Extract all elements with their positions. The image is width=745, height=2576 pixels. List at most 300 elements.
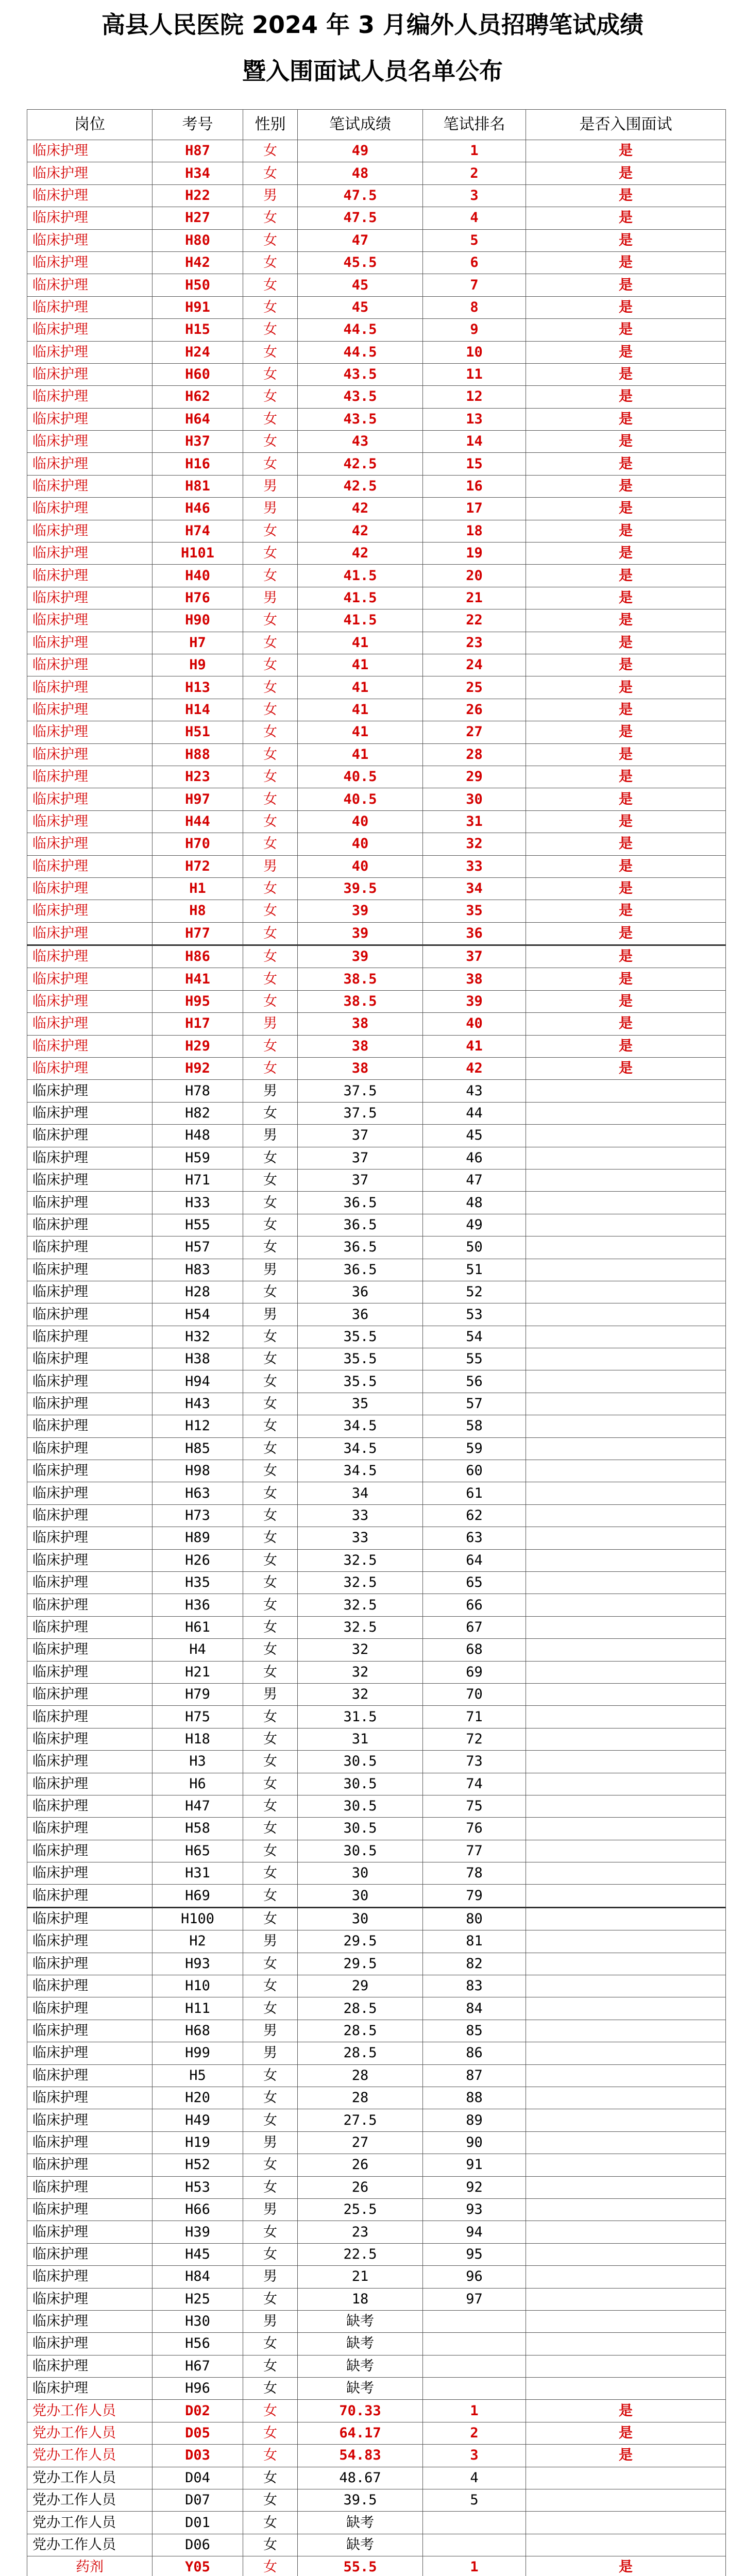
cell-gender: 女 xyxy=(243,1437,298,1460)
table-row xyxy=(27,520,726,542)
cell-post: 临床护理 xyxy=(27,1572,153,1594)
cell-rank: 44 xyxy=(423,1102,526,1124)
cell-exam-id: H73 xyxy=(153,1504,243,1527)
cell-rank: 73 xyxy=(423,1751,526,1773)
cell-exam-id: H57 xyxy=(153,1236,243,1259)
cell-interview: 是 xyxy=(526,543,726,565)
cell-gender: 女 xyxy=(243,2087,298,2109)
cell-exam-id: H66 xyxy=(153,2198,243,2221)
cell-exam-id: H39 xyxy=(153,2221,243,2243)
table-row xyxy=(27,2489,726,2512)
cell-exam-id: H89 xyxy=(153,1527,243,1549)
cell-rank: 95 xyxy=(423,2243,526,2265)
table-row xyxy=(27,1348,726,1370)
cell-interview xyxy=(526,1594,726,1616)
cell-post: 临床护理 xyxy=(27,1080,153,1102)
cell-post: 临床护理 xyxy=(27,968,153,990)
results-table xyxy=(27,109,726,2576)
cell-rank: 14 xyxy=(423,431,526,453)
cell-exam-id: H3 xyxy=(153,1751,243,1773)
cell-exam-id: H40 xyxy=(153,565,243,587)
cell-interview xyxy=(526,1795,726,1817)
cell-interview xyxy=(526,2378,726,2400)
table-row xyxy=(27,2131,726,2154)
cell-score: 23 xyxy=(298,2221,423,2243)
cell-post: 临床护理 xyxy=(27,2020,153,2042)
cell-exam-id: H24 xyxy=(153,341,243,363)
cell-score: 36 xyxy=(298,1281,423,1303)
cell-gender: 女 xyxy=(243,1214,298,1236)
cell-rank: 43 xyxy=(423,1080,526,1102)
cell-score: 缺考 xyxy=(298,2310,423,2332)
table-row xyxy=(27,1437,726,1460)
cell-score: 32 xyxy=(298,1661,423,1683)
table-row xyxy=(27,1549,726,1571)
cell-exam-id: H14 xyxy=(153,699,243,721)
cell-post: 临床护理 xyxy=(27,1975,153,1997)
cell-post: 临床护理 xyxy=(27,1303,153,1326)
cell-exam-id: H12 xyxy=(153,1415,243,1437)
cell-score: 47.5 xyxy=(298,207,423,229)
table-row xyxy=(27,877,726,900)
cell-score: 缺考 xyxy=(298,2355,423,2377)
cell-exam-id: H32 xyxy=(153,1326,243,1348)
cell-interview: 是 xyxy=(526,2422,726,2444)
cell-exam-id: H68 xyxy=(153,2020,243,2042)
cell-rank: 79 xyxy=(423,1885,526,1907)
cell-gender: 女 xyxy=(243,363,298,385)
cell-score: 29.5 xyxy=(298,1953,423,1975)
cell-score: 41 xyxy=(298,721,423,743)
cell-interview: 是 xyxy=(526,229,726,251)
table-row xyxy=(27,565,726,587)
cell-score: 38 xyxy=(298,1013,423,1035)
cell-score: 37 xyxy=(298,1147,423,1169)
cell-rank: 27 xyxy=(423,721,526,743)
cell-interview: 是 xyxy=(526,453,726,475)
cell-rank: 57 xyxy=(423,1393,526,1415)
cell-gender: 女 xyxy=(243,788,298,810)
cell-exam-id: H79 xyxy=(153,1683,243,1705)
cell-interview xyxy=(526,2288,726,2310)
cell-exam-id: H6 xyxy=(153,1773,243,1795)
cell-post: 临床护理 xyxy=(27,274,153,296)
table-row xyxy=(27,162,726,184)
cell-gender: 女 xyxy=(243,766,298,788)
cell-score: 39.5 xyxy=(298,877,423,900)
cell-exam-id: H43 xyxy=(153,1393,243,1415)
table-row xyxy=(27,2512,726,2534)
cell-exam-id: H63 xyxy=(153,1482,243,1504)
cell-gender: 男 xyxy=(243,498,298,520)
cell-gender: 女 xyxy=(243,2378,298,2400)
cell-gender: 女 xyxy=(243,1370,298,1393)
cell-exam-id: H26 xyxy=(153,1549,243,1571)
cell-score: 32.5 xyxy=(298,1616,423,1638)
cell-gender: 男 xyxy=(243,2131,298,2154)
cell-score: 27.5 xyxy=(298,2109,423,2131)
cell-gender: 女 xyxy=(243,2467,298,2489)
cell-rank: 1 xyxy=(423,140,526,162)
cell-interview: 是 xyxy=(526,1035,726,1057)
cell-interview xyxy=(526,2154,726,2176)
cell-score: 32 xyxy=(298,1639,423,1661)
cell-post: 临床护理 xyxy=(27,632,153,654)
cell-post: 临床护理 xyxy=(27,699,153,721)
cell-score: 40 xyxy=(298,855,423,877)
table-row xyxy=(27,140,726,162)
cell-score: 32.5 xyxy=(298,1594,423,1616)
cell-rank: 38 xyxy=(423,968,526,990)
cell-post: 临床护理 xyxy=(27,2288,153,2310)
cell-interview xyxy=(526,1907,726,1930)
cell-rank: 82 xyxy=(423,1953,526,1975)
cell-interview xyxy=(526,1639,726,1661)
cell-interview: 是 xyxy=(526,274,726,296)
cell-exam-id: H82 xyxy=(153,1102,243,1124)
cell-rank: 87 xyxy=(423,2064,526,2087)
cell-score: 26 xyxy=(298,2154,423,2176)
cell-post: 临床护理 xyxy=(27,2087,153,2109)
cell-gender: 女 xyxy=(243,2512,298,2534)
cell-exam-id: H16 xyxy=(153,453,243,475)
cell-score: 32.5 xyxy=(298,1572,423,1594)
cell-post: 临床护理 xyxy=(27,1214,153,1236)
cell-post: 党办工作人员 xyxy=(27,2400,153,2422)
cell-exam-id: H72 xyxy=(153,855,243,877)
cell-rank: 1 xyxy=(423,2556,526,2576)
cell-interview xyxy=(526,1930,726,1953)
cell-rank: 83 xyxy=(423,1975,526,1997)
cell-gender: 女 xyxy=(243,2445,298,2467)
table-row xyxy=(27,1303,726,1326)
cell-exam-id: H71 xyxy=(153,1169,243,1191)
cell-score: 45 xyxy=(298,296,423,318)
cell-gender: 女 xyxy=(243,408,298,430)
cell-post: 临床护理 xyxy=(27,1683,153,1705)
cell-rank: 11 xyxy=(423,363,526,385)
cell-gender: 女 xyxy=(243,274,298,296)
cell-exam-id: H70 xyxy=(153,833,243,855)
cell-interview xyxy=(526,1818,726,1840)
cell-rank: 91 xyxy=(423,2154,526,2176)
table-row xyxy=(27,1013,726,1035)
table-row xyxy=(27,2288,726,2310)
cell-score: 42 xyxy=(298,520,423,542)
cell-exam-id: H45 xyxy=(153,2243,243,2265)
table-row xyxy=(27,2154,726,2176)
table-row xyxy=(27,1504,726,1527)
cell-gender: 女 xyxy=(243,2288,298,2310)
cell-interview: 是 xyxy=(526,408,726,430)
table-row xyxy=(27,319,726,341)
cell-gender: 女 xyxy=(243,386,298,408)
table-row xyxy=(27,721,726,743)
cell-gender: 女 xyxy=(243,1035,298,1057)
cell-interview: 是 xyxy=(526,945,726,968)
cell-gender: 女 xyxy=(243,1504,298,1527)
cell-score: 41 xyxy=(298,743,423,766)
cell-rank: 36 xyxy=(423,922,526,945)
cell-gender: 男 xyxy=(243,1125,298,1147)
cell-post: 临床护理 xyxy=(27,386,153,408)
table-row xyxy=(27,945,726,968)
cell-exam-id: H35 xyxy=(153,1572,243,1594)
cell-score: 28.5 xyxy=(298,2042,423,2064)
table-row xyxy=(27,1527,726,1549)
cell-rank: 16 xyxy=(423,475,526,497)
cell-score: 43 xyxy=(298,431,423,453)
cell-rank: 34 xyxy=(423,877,526,900)
cell-rank: 56 xyxy=(423,1370,526,1393)
cell-score: 33 xyxy=(298,1504,423,1527)
cell-interview xyxy=(526,1504,726,1527)
table-row xyxy=(27,2378,726,2400)
cell-interview: 是 xyxy=(526,140,726,162)
cell-post: 临床护理 xyxy=(27,475,153,497)
cell-score: 47 xyxy=(298,229,423,251)
cell-score: 37.5 xyxy=(298,1102,423,1124)
cell-rank: 42 xyxy=(423,1058,526,1080)
table-row xyxy=(27,2198,726,2221)
cell-score: 37.5 xyxy=(298,1080,423,1102)
cell-interview xyxy=(526,1975,726,1997)
cell-score: 48.67 xyxy=(298,2467,423,2489)
cell-rank: 40 xyxy=(423,1013,526,1035)
header-interview: 是否入围面试 xyxy=(526,110,726,140)
cell-interview: 是 xyxy=(526,2445,726,2467)
cell-exam-id: H97 xyxy=(153,788,243,810)
cell-gender: 女 xyxy=(243,319,298,341)
cell-post: 临床护理 xyxy=(27,1504,153,1527)
cell-exam-id: H47 xyxy=(153,1795,243,1817)
cell-gender: 女 xyxy=(243,945,298,968)
cell-exam-id: H101 xyxy=(153,543,243,565)
table-row xyxy=(27,1482,726,1504)
cell-post: 临床护理 xyxy=(27,1259,153,1281)
cell-score: 55.5 xyxy=(298,2556,423,2576)
table-row xyxy=(27,2333,726,2355)
cell-gender: 女 xyxy=(243,877,298,900)
cell-exam-id: D02 xyxy=(153,2400,243,2422)
cell-gender: 女 xyxy=(243,140,298,162)
cell-exam-id: H7 xyxy=(153,632,243,654)
cell-exam-id: H4 xyxy=(153,1639,243,1661)
cell-rank: 25 xyxy=(423,676,526,699)
cell-gender: 女 xyxy=(243,2534,298,2556)
cell-rank: 48 xyxy=(423,1192,526,1214)
cell-rank: 31 xyxy=(423,810,526,833)
header-exam-id: 考号 xyxy=(153,110,243,140)
cell-gender: 女 xyxy=(243,1393,298,1415)
cell-exam-id: H50 xyxy=(153,274,243,296)
header-gender: 性别 xyxy=(243,110,298,140)
cell-interview: 是 xyxy=(526,968,726,990)
cell-exam-id: H88 xyxy=(153,743,243,766)
table-row xyxy=(27,2534,726,2556)
cell-score: 41.5 xyxy=(298,587,423,609)
cell-score: 30 xyxy=(298,1907,423,1930)
cell-interview: 是 xyxy=(526,632,726,654)
cell-interview: 是 xyxy=(526,721,726,743)
cell-exam-id: H100 xyxy=(153,1907,243,1930)
cell-score: 41.5 xyxy=(298,609,423,632)
cell-gender: 女 xyxy=(243,1661,298,1683)
cell-score: 34 xyxy=(298,1482,423,1504)
cell-score: 64.17 xyxy=(298,2422,423,2444)
table-row xyxy=(27,743,726,766)
cell-rank: 50 xyxy=(423,1236,526,1259)
cell-score: 40.5 xyxy=(298,788,423,810)
table-row xyxy=(27,2176,726,2198)
cell-interview: 是 xyxy=(526,810,726,833)
header-rank: 笔试排名 xyxy=(423,110,526,140)
cell-gender: 女 xyxy=(243,1907,298,1930)
cell-rank: 94 xyxy=(423,2221,526,2243)
table-row xyxy=(27,699,726,721)
cell-post: 党办工作人员 xyxy=(27,2445,153,2467)
cell-interview xyxy=(526,1102,726,1124)
cell-rank: 55 xyxy=(423,1348,526,1370)
cell-score: 40 xyxy=(298,833,423,855)
cell-interview: 是 xyxy=(526,431,726,453)
cell-interview xyxy=(526,1728,726,1750)
cell-gender: 男 xyxy=(243,1930,298,1953)
cell-score: 36.5 xyxy=(298,1259,423,1281)
cell-rank: 78 xyxy=(423,1862,526,1885)
cell-score: 30 xyxy=(298,1885,423,1907)
cell-score: 70.33 xyxy=(298,2400,423,2422)
cell-gender: 女 xyxy=(243,1527,298,1549)
cell-score: 34.5 xyxy=(298,1415,423,1437)
cell-gender: 男 xyxy=(243,1303,298,1326)
cell-interview: 是 xyxy=(526,207,726,229)
cell-post: 临床护理 xyxy=(27,431,153,453)
table-header-row xyxy=(27,110,726,140)
table-row xyxy=(27,1058,726,1080)
table-row xyxy=(27,207,726,229)
cell-score: 38 xyxy=(298,1058,423,1080)
cell-interview xyxy=(526,1169,726,1191)
cell-rank: 26 xyxy=(423,699,526,721)
cell-interview xyxy=(526,2087,726,2109)
cell-rank xyxy=(423,2534,526,2556)
cell-gender: 女 xyxy=(243,2243,298,2265)
cell-exam-id: H25 xyxy=(153,2288,243,2310)
cell-post: 临床护理 xyxy=(27,676,153,699)
cell-exam-id: H48 xyxy=(153,1125,243,1147)
cell-rank: 62 xyxy=(423,1504,526,1527)
cell-score: 28 xyxy=(298,2064,423,2087)
cell-interview xyxy=(526,2176,726,2198)
cell-rank: 45 xyxy=(423,1125,526,1147)
cell-post: 临床护理 xyxy=(27,721,153,743)
cell-gender: 女 xyxy=(243,565,298,587)
cell-rank: 53 xyxy=(423,1303,526,1326)
cell-rank: 5 xyxy=(423,2489,526,2512)
cell-score: 30 xyxy=(298,1862,423,1885)
cell-score: 39 xyxy=(298,922,423,945)
cell-interview: 是 xyxy=(526,363,726,385)
cell-post: 临床护理 xyxy=(27,1840,153,1862)
cell-exam-id: H56 xyxy=(153,2333,243,2355)
cell-score: 47.5 xyxy=(298,184,423,207)
cell-score: 28.5 xyxy=(298,1997,423,2020)
cell-interview xyxy=(526,2534,726,2556)
cell-exam-id: H42 xyxy=(153,251,243,274)
cell-gender: 女 xyxy=(243,833,298,855)
cell-exam-id: H78 xyxy=(153,1080,243,1102)
table-row xyxy=(27,431,726,453)
cell-post: 临床护理 xyxy=(27,2310,153,2332)
table-row xyxy=(27,1751,726,1773)
cell-interview: 是 xyxy=(526,1058,726,1080)
table-row xyxy=(27,587,726,609)
cell-exam-id: H34 xyxy=(153,162,243,184)
cell-interview: 是 xyxy=(526,296,726,318)
cell-interview xyxy=(526,1482,726,1504)
cell-exam-id: H60 xyxy=(153,363,243,385)
cell-post: 临床护理 xyxy=(27,1818,153,1840)
cell-gender: 女 xyxy=(243,2355,298,2377)
cell-score: 41 xyxy=(298,654,423,676)
table-row xyxy=(27,1975,726,1997)
cell-rank: 80 xyxy=(423,1907,526,1930)
cell-interview xyxy=(526,1437,726,1460)
cell-post: 临床护理 xyxy=(27,1326,153,1348)
cell-interview xyxy=(526,1885,726,1907)
cell-rank: 39 xyxy=(423,990,526,1012)
cell-post: 临床护理 xyxy=(27,2109,153,2131)
cell-rank xyxy=(423,2512,526,2534)
cell-rank: 19 xyxy=(423,543,526,565)
cell-interview xyxy=(526,1997,726,2020)
cell-score: 36 xyxy=(298,1303,423,1326)
cell-rank: 46 xyxy=(423,1147,526,1169)
cell-score: 37 xyxy=(298,1125,423,1147)
cell-rank: 3 xyxy=(423,184,526,207)
cell-gender: 女 xyxy=(243,1415,298,1437)
cell-rank: 52 xyxy=(423,1281,526,1303)
cell-exam-id: H74 xyxy=(153,520,243,542)
cell-gender: 女 xyxy=(243,2556,298,2576)
cell-interview xyxy=(526,1460,726,1482)
cell-gender: 女 xyxy=(243,1795,298,1817)
cell-rank: 7 xyxy=(423,274,526,296)
cell-rank: 88 xyxy=(423,2087,526,2109)
cell-interview: 是 xyxy=(526,565,726,587)
cell-post: 临床护理 xyxy=(27,1281,153,1303)
cell-score: 32 xyxy=(298,1683,423,1705)
cell-gender: 女 xyxy=(243,229,298,251)
cell-rank: 21 xyxy=(423,587,526,609)
cell-rank: 70 xyxy=(423,1683,526,1705)
cell-rank: 60 xyxy=(423,1460,526,1482)
table-row xyxy=(27,408,726,430)
table-row xyxy=(27,833,726,855)
cell-interview xyxy=(526,1572,726,1594)
cell-interview: 是 xyxy=(526,498,726,520)
cell-interview xyxy=(526,2131,726,2154)
cell-interview: 是 xyxy=(526,1013,726,1035)
cell-rank: 13 xyxy=(423,408,526,430)
cell-score: 35 xyxy=(298,1393,423,1415)
table-row xyxy=(27,1840,726,1862)
table-row xyxy=(27,1259,726,1281)
cell-post: 临床护理 xyxy=(27,945,153,968)
cell-interview: 是 xyxy=(526,386,726,408)
table-row xyxy=(27,1907,726,1930)
